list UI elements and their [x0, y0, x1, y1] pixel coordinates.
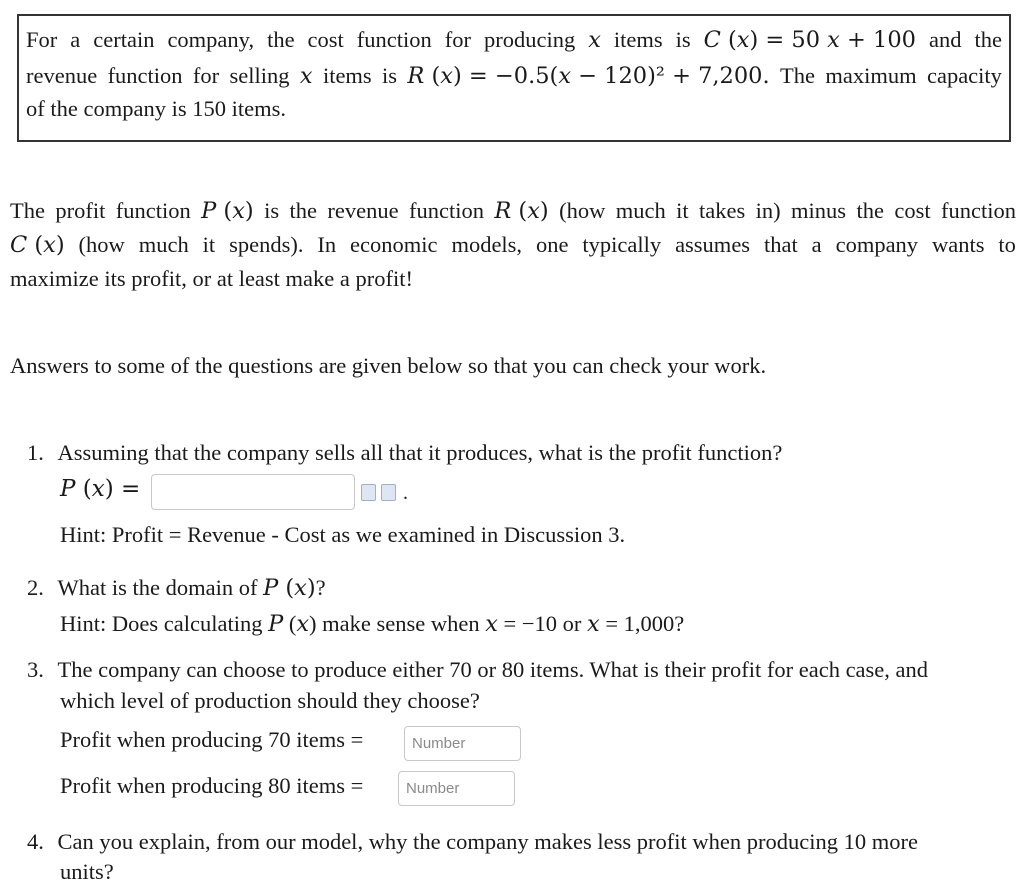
question-number: 2.: [27, 575, 44, 600]
word: is: [675, 27, 691, 52]
word: (how: [78, 232, 125, 257]
profit-explanation: [10, 194, 1016, 296]
word: spends).: [229, 232, 304, 257]
word: producing: [483, 27, 576, 52]
word: a: [811, 232, 822, 257]
word: it: [676, 198, 689, 223]
problem-line-1: [26, 22, 1002, 58]
profit-line-3: maximize its profit, or at least make a profit!: [10, 266, 413, 291]
question-number: 1.: [27, 440, 44, 465]
word: maximum: [825, 63, 917, 88]
profit-80-input[interactable]: [398, 771, 515, 806]
preview-icon[interactable]: [361, 484, 376, 501]
math-p-of-x: 𝑃 (𝑥): [201, 198, 254, 224]
question-number: 4.: [27, 829, 44, 854]
profit-70-label: Profit when producing 70 items =: [60, 727, 364, 752]
word: function: [115, 198, 191, 223]
profit-80-label: Profit when producing 80 items =: [60, 773, 364, 798]
math-r-of-x: 𝑅 (𝑥): [494, 198, 549, 224]
word: function: [408, 198, 484, 223]
problem-line-3: of the company is 150 items.: [26, 96, 286, 121]
word: economic: [350, 232, 438, 257]
word: to: [998, 232, 1016, 257]
word: the: [267, 27, 295, 52]
math-x: 𝑥: [299, 63, 313, 89]
word: one: [535, 232, 569, 257]
word: and: [928, 27, 962, 52]
word: models,: [451, 232, 523, 257]
word: function: [107, 63, 183, 88]
word: In: [317, 232, 337, 257]
profit-function-label: 𝑃 (𝑥) =: [60, 476, 141, 502]
word: The: [10, 198, 45, 223]
question-text: Can you explain, from our model, why the company makes less profit when producing 10 more: [57, 829, 918, 854]
word: much: [138, 232, 189, 257]
profit-function-input[interactable]: [151, 474, 355, 510]
question-1: [27, 436, 782, 470]
question-2: [27, 571, 326, 605]
math-x: 𝑥: [588, 27, 601, 53]
word: a: [70, 27, 81, 52]
word: cost: [894, 198, 931, 223]
question-text: The company can choose to produce either 70 or 80 items. What is their profit for each case, and: [57, 657, 929, 682]
math-p-of-x: 𝑃 (𝑥): [263, 575, 316, 601]
word: revenue: [26, 63, 98, 88]
profit-line-1: [10, 194, 1016, 228]
word: that: [763, 232, 798, 257]
word: assumes: [675, 232, 751, 257]
equation-editor-icon[interactable]: [381, 484, 396, 501]
word: For: [26, 27, 58, 52]
profit-line-2: [10, 228, 1016, 262]
word: for: [444, 27, 471, 52]
word: minus: [791, 198, 847, 223]
question-text: What is the domain of: [57, 575, 264, 600]
problem-statement-box: [17, 14, 1011, 142]
trailing-period: .: [403, 482, 408, 504]
problem-line-2: [26, 58, 1002, 94]
profit-70-placeholder: Number: [412, 735, 466, 752]
word: the: [856, 198, 884, 223]
word: cost: [307, 27, 344, 52]
word: items: [613, 27, 663, 52]
question-number: 3.: [27, 657, 44, 682]
profit-70-input[interactable]: [404, 726, 521, 761]
question-3-line-2: which level of production should they choose?: [60, 688, 480, 713]
question-text: Assuming that the company sells all that it produces, what is the profit function?: [57, 440, 783, 465]
word: certain: [93, 27, 155, 52]
question-2-hint: Hint: Does calculating 𝑃 (𝑥) make sense when 𝑥 = −10 or 𝑥 = 1,000?: [60, 611, 685, 636]
word: for: [192, 63, 220, 88]
word: function: [940, 198, 1016, 223]
word: function: [356, 27, 432, 52]
word: much: [615, 198, 666, 223]
question-1-hint: Hint: Profit = Revenue - Cost as we examined in Discussion 3.: [60, 522, 626, 547]
word: typically: [582, 232, 662, 257]
word: selling: [229, 63, 290, 88]
word: is: [264, 198, 280, 223]
question-3: [27, 653, 928, 687]
word: capacity: [926, 63, 1002, 88]
word: items: [322, 63, 372, 88]
word: the: [974, 27, 1002, 52]
math-c-of-x: 𝐶 (𝑥): [10, 232, 65, 258]
word: is: [382, 63, 398, 88]
cost-function-formula: 𝐶 (𝑥) = 50 𝑥 + 100: [703, 27, 916, 53]
word: company,: [167, 27, 255, 52]
word: takes: [699, 198, 746, 223]
profit-80-placeholder: Number: [406, 780, 460, 797]
word: revenue: [327, 198, 399, 223]
word: (how: [559, 198, 606, 223]
word: The: [780, 63, 815, 88]
revenue-function-formula: 𝑅 (𝑥) = −0.5(𝑥 − 120)² + 7,200.: [407, 63, 770, 89]
word: in): [755, 198, 781, 223]
word: the: [289, 198, 317, 223]
answers-note: Answers to some of the questions are given below so that you can check your work.: [10, 353, 767, 378]
word: wants: [931, 232, 985, 257]
question-mark: ?: [315, 575, 326, 600]
word: company: [835, 232, 919, 257]
word: it: [202, 232, 216, 257]
question-4-line-2: units?: [60, 859, 114, 884]
question-4: [27, 825, 918, 859]
word: profit: [55, 198, 106, 223]
